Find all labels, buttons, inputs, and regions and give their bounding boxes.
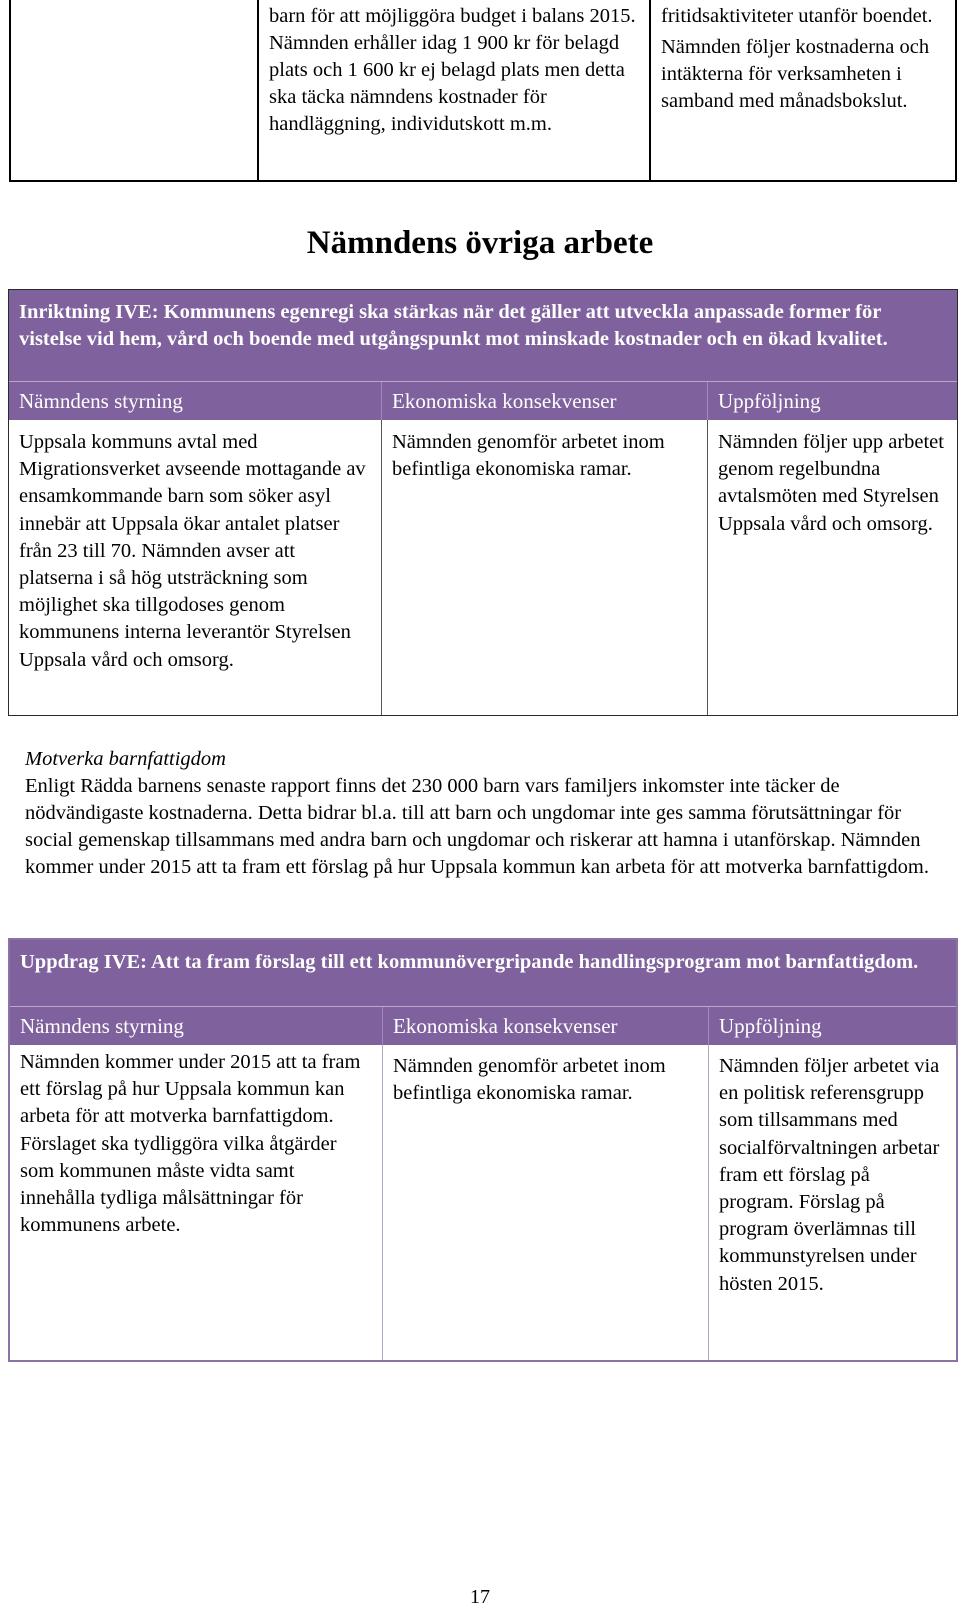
uppdrag-banner: Uppdrag IVE: Att ta fram förslag till ett kommunövergripande handlingsprogram mot barnfattigdom. xyxy=(10,940,956,1006)
section-heading: Nämndens övriga arbete xyxy=(306,225,654,261)
previous-table-col1 xyxy=(11,0,259,180)
header-uppfoljning: Uppföljning xyxy=(719,1014,822,1038)
cell-uppfoljning: Nämnden följer arbetet via en politisk referensgrupp som tillsammans med socialförvaltningen arbetar fram ett förslag på program. Förslag på program överlämnas till kommunstyrelsen under hösten 2015. xyxy=(719,1055,940,1295)
header-styrning: Nämndens styrning xyxy=(10,1007,383,1045)
inriktning-header-row xyxy=(9,381,957,420)
previous-table-continuation xyxy=(9,0,957,182)
previous-table-col3-text-1: fritidsaktiviteter utanför boendet. xyxy=(661,5,933,27)
header-ekonomiska-konsekvenser: Ekonomiska konsekvenser xyxy=(382,382,708,420)
inriktning-table xyxy=(8,289,958,716)
cell-uppfoljning: Nämnden följer upp arbetet genom regelbundna avtalsmöten med Styrelsen Uppsala vård och omsorg. xyxy=(718,431,944,535)
motverka-section xyxy=(25,746,940,881)
page-number: 17 xyxy=(470,1586,490,1608)
uppdrag-body-row xyxy=(10,1045,956,1360)
cell-ekonomiska-konsekvenser: Nämnden genomför arbetet inom befintliga ekonomiska ramar. xyxy=(383,1045,709,1360)
previous-table-col3 xyxy=(651,0,955,180)
uppdrag-table xyxy=(8,938,958,1362)
motverka-paragraph: Enligt Rädda barnens senaste rapport finns det 230 000 barn vars familjers inkomster inte täcker de nödvändigaste kostnaderna. Detta bidrar bl.a. till att barn och ungdomar inte ges samma förutsättningar för social gemenskap tillsammans med andra barn och ungdomar och riskerar att hamna i utanförskap. Nämnden kommer under 2015 att ta fram ett förslag på hur Uppsala kommun kan arbeta för att motverka barnfattigdom. xyxy=(25,775,929,878)
header-ekonomiska-konsekvenser: Ekonomiska konsekvenser xyxy=(383,1007,709,1045)
header-styrning: Nämndens styrning xyxy=(9,382,382,420)
previous-table-col2-text: barn för att möjliggöra budget i balans 2015. Nämnden erhåller idag 1 900 kr för belagd plats och 1 600 kr ej belagd plats men detta ska täcka nämndens kostnader för handläggning, individutskott m.m. xyxy=(269,5,636,135)
previous-table-col2 xyxy=(259,0,651,180)
cell-styrning: Nämnden kommer under 2015 att ta fram ett förslag på hur Uppsala kommun kan arbeta för att motverka barnfattigdom. Förslaget ska tydliggöra vilka åtgärder som kommunen måste vidta samt innehålla tydliga målsättningar för kommunens arbete. xyxy=(10,1045,383,1360)
inriktning-banner: Inriktning IVE: Kommunens egenregi ska stärkas när det gäller att utveckla anpassade former för vistelse vid hem, vård och boende med utgångspunkt mot minskade kostnader och en ökad kvalitet. xyxy=(9,290,957,381)
uppdrag-header-row xyxy=(10,1006,956,1045)
cell-ekonomiska-konsekvenser: Nämnden genomför arbetet inom befintliga ekonomiska ramar. xyxy=(382,420,708,715)
previous-table-col3-text-2: Nämnden följer kostnaderna och intäkterna för verksamheten i samband med månadsbokslut. xyxy=(661,36,930,112)
inriktning-body-row xyxy=(9,420,957,715)
cell-styrning: Uppsala kommuns avtal med Migrationsverket avseende mottagande av ensamkommande barn som söker asyl innebär att Uppsala ökar antalet platser från 23 till 70. Nämnden avser att platserna i så hög utsträckning som möjlighet ska tillgodoses genom kommunens interna leverantör Styrelsen Uppsala vård och omsorg. xyxy=(9,420,382,715)
motverka-subheading: Motverka barnfattigdom xyxy=(25,748,226,770)
header-uppfoljning: Uppföljning xyxy=(718,389,821,413)
